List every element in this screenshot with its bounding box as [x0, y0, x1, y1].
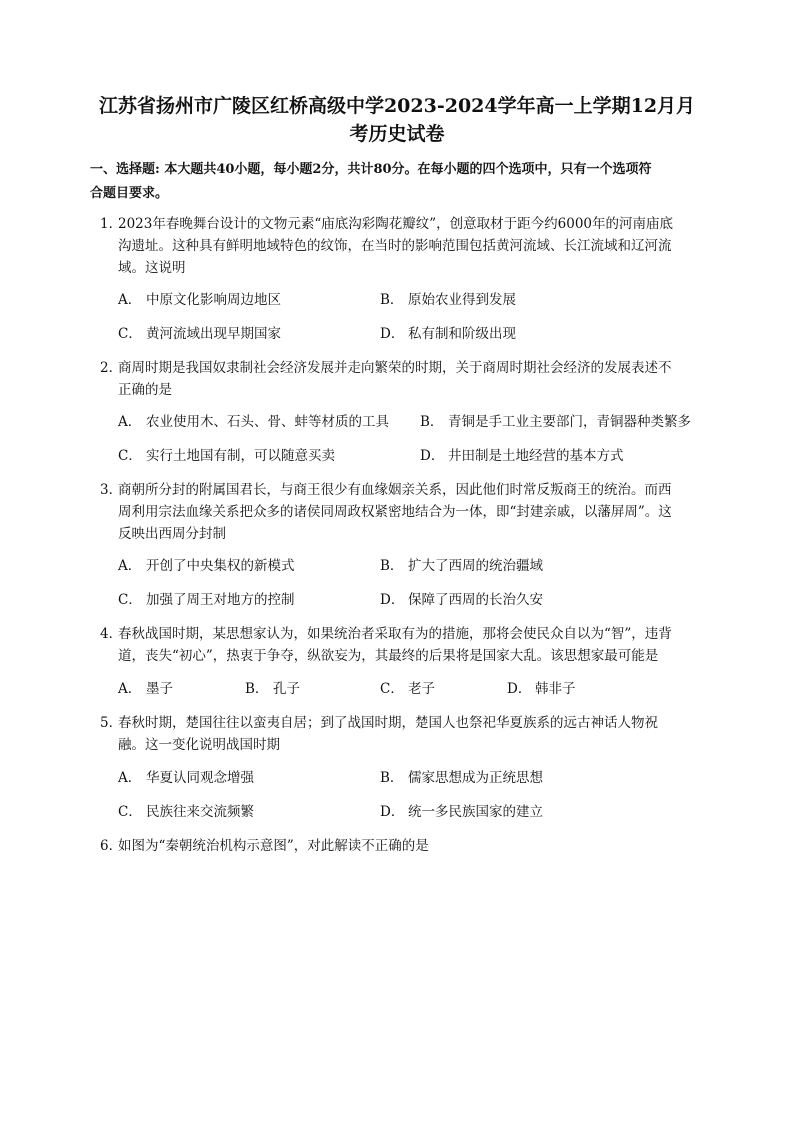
question-3-line1: 商朝所分封的附属国君长，与商王很少有血缘姻亲关系，因此他们时常反叛商王的统治。而西 [118, 482, 672, 498]
option-letter: C． [118, 448, 142, 464]
question-2-option-d[interactable] [420, 446, 624, 466]
question-2-line1: 商周时期是我国奴隶制社会经济发展并走向繁荣的时期，关于商周时期社会经济的发展表述不 [118, 360, 672, 376]
question-5-option-c[interactable] [118, 802, 254, 822]
option-text: 老子 [408, 681, 435, 697]
question-4-number: 4． [100, 626, 123, 642]
option-text: 开创了中央集权的新模式 [146, 558, 295, 574]
section-instructions [90, 158, 710, 206]
question-6-line1: 如图为“秦朝统治机构示意图”，对此解读不正确的是 [118, 838, 429, 854]
option-letter: B． [380, 558, 404, 574]
question-4-line2: 道，丧失“初心”，热衷于争夺，纵欲妄为，其最终的后果将是国家大乱。该思想家最可能是 [118, 648, 659, 664]
question-5-option-b[interactable] [380, 768, 543, 788]
option-letter: A． [118, 414, 142, 430]
question-1-number: 1． [100, 216, 123, 232]
question-3-option-d[interactable] [380, 590, 543, 610]
option-text: 保障了西周的长治久安 [408, 592, 543, 608]
question-6-number: 6． [100, 838, 123, 854]
option-text: 实行土地国有制，可以随意买卖 [146, 448, 335, 464]
question-2-option-b[interactable] [420, 412, 691, 432]
option-letter: A． [118, 292, 142, 308]
section-instructions-line2: 合题目要求。 [90, 186, 169, 201]
question-5-line1: 春秋时期，楚国往往以蛮夷自居；到了战国时期，楚国人也祭祀华夏族系的远古神话人物祝 [118, 715, 658, 731]
question-1-line1: 2023年春晚舞台设计的文物元素“庙底沟彩陶花瓣纹”，创意取材于距今约6000年的河南庙底 [118, 216, 674, 232]
question-4-line1: 春秋战国时期，某思想家认为，如果统治者采取有为的措施，那将会使民众自以为“智”，违背 [118, 626, 672, 642]
question-5-line2: 融。这一变化说明战国时期 [118, 737, 280, 753]
option-text: 中原文化影响周边地区 [146, 292, 281, 308]
question-1-line3: 域。这说明 [118, 260, 186, 276]
question-4-option-d[interactable] [507, 679, 576, 699]
exam-title-line1: 江苏省扬州市广陵区红桥高级中学2023-2024学年高一上学期12月月 [98, 95, 696, 117]
question-1-option-c[interactable] [118, 324, 281, 344]
option-text: 黄河流域出现早期国家 [146, 326, 281, 342]
question-1-line2: 沟遗址。这种具有鲜明地域特色的纹饰，在当时的影响范围包括黄河流域、长江流域和辽河流 [118, 238, 672, 254]
option-text: 民族往来交流频繁 [146, 804, 254, 820]
option-letter: B． [245, 681, 269, 697]
question-3-option-a[interactable] [118, 556, 295, 576]
option-text: 井田制是土地经营的基本方式 [448, 448, 624, 464]
option-letter: A． [118, 558, 142, 574]
question-3-option-b[interactable] [380, 556, 543, 576]
option-letter: C． [118, 326, 142, 342]
option-text: 扩大了西周的统治疆域 [408, 558, 543, 574]
question-4-option-b[interactable] [245, 679, 300, 699]
question-5-number: 5． [100, 715, 123, 731]
question-4-option-a[interactable] [118, 679, 173, 699]
question-3-line3: 反映出西周分封制 [118, 526, 226, 542]
section-instructions-line1: 一、选择题: 本大题共40小题，每小题2分，共计80分。在每小题的四个选项中，只有一个选项符 [90, 162, 652, 177]
question-5-option-d[interactable] [380, 802, 543, 822]
question-2-line2: 正确的是 [118, 382, 172, 398]
option-letter: B． [380, 770, 404, 786]
option-text: 青铜是手工业主要部门，青铜器种类繁多 [448, 414, 691, 430]
question-3-option-c[interactable] [118, 590, 295, 610]
option-letter: C． [118, 592, 142, 608]
option-text: 私有制和阶级出现 [408, 326, 516, 342]
option-letter: B． [380, 292, 404, 308]
option-letter: D． [380, 592, 405, 608]
option-letter: D． [420, 448, 445, 464]
option-letter: D． [380, 804, 405, 820]
option-text: 原始农业得到发展 [408, 292, 516, 308]
option-text: 华夏认同观念增强 [146, 770, 254, 786]
question-1-option-d[interactable] [380, 324, 516, 344]
question-2-option-a[interactable] [118, 412, 389, 432]
option-text: 加强了周王对地方的控制 [146, 592, 295, 608]
option-letter: D． [507, 681, 532, 697]
exam-title-line2: 考历史试卷 [349, 123, 445, 145]
option-text: 儒家思想成为正统思想 [408, 770, 543, 786]
question-5-option-a[interactable] [118, 768, 254, 788]
question-1-option-b[interactable] [380, 290, 516, 310]
option-letter: D． [380, 326, 405, 342]
option-letter: C． [118, 804, 142, 820]
option-text: 孔子 [273, 681, 300, 697]
question-3-line2: 周利用宗法血缘关系把众多的诸侯同周政权紧密地结合为一体，即“封建亲戚，以藩屏周”。这 [118, 504, 672, 520]
option-text: 统一多民族国家的建立 [408, 804, 543, 820]
question-2-number: 2． [100, 360, 123, 376]
option-letter: B． [420, 414, 444, 430]
option-text: 韩非子 [535, 681, 576, 697]
option-letter: A． [118, 681, 142, 697]
option-text: 墨子 [146, 681, 173, 697]
option-letter: C． [380, 681, 404, 697]
option-letter: A． [118, 770, 142, 786]
question-4-option-c[interactable] [380, 679, 435, 699]
question-3-number: 3． [100, 482, 123, 498]
option-text: 农业使用木、石头、骨、蚌等材质的工具 [146, 414, 389, 430]
question-2-option-c[interactable] [118, 446, 335, 466]
question-1-option-a[interactable] [118, 290, 281, 310]
